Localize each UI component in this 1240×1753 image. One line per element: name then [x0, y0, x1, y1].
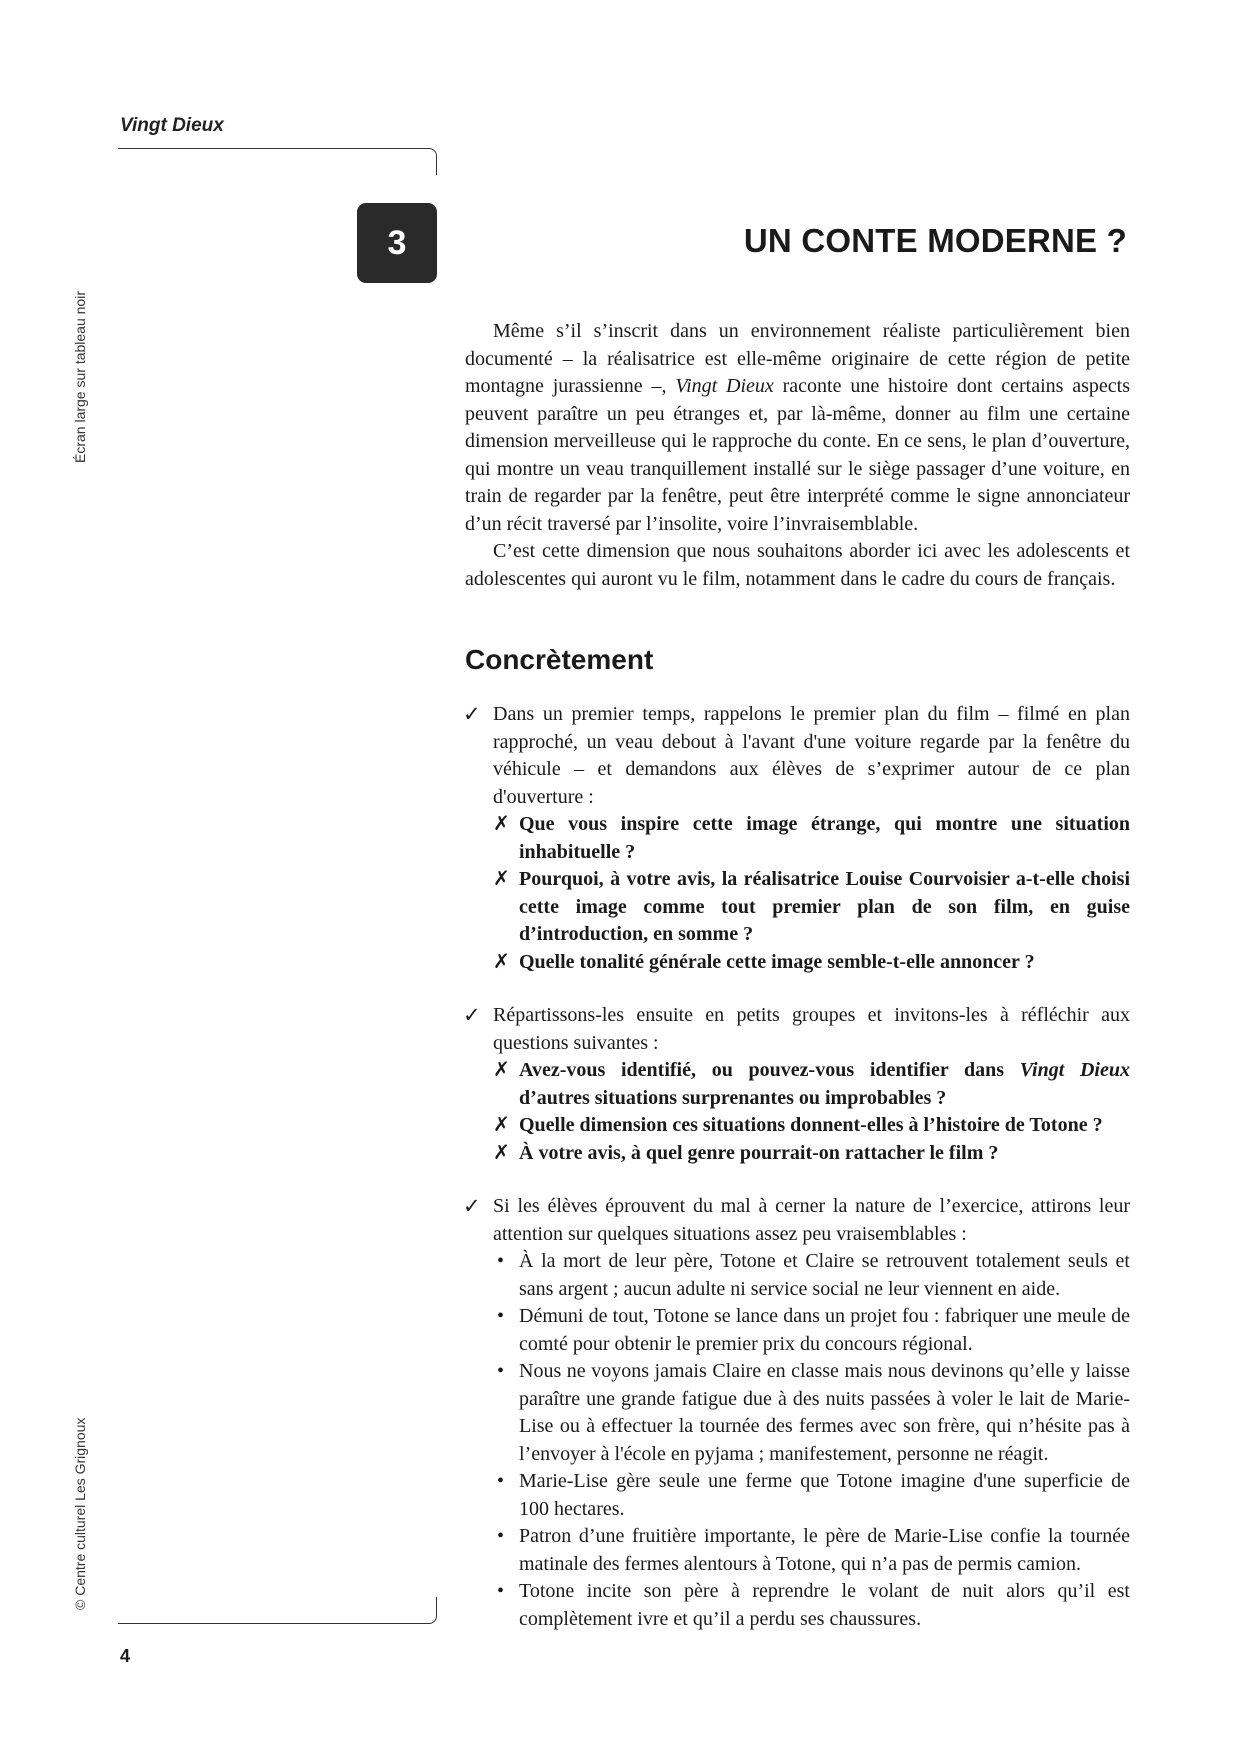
- question-text: À votre avis, à quel genre pourrait-on rattacher le film ?: [519, 1141, 999, 1164]
- intro-paragraph-2: C’est cette dimension que nous souhaitons aborder ici avec les adolescents et adolescentes qui auront vu le film, notamment dans le cadre du cours de français.: [465, 540, 1130, 590]
- bullet-icon: •: [497, 1470, 505, 1492]
- question-text: Quelle tonalité générale cette image semble-t-elle annoncer ?: [519, 950, 1035, 973]
- list-item: [493, 1468, 1130, 1523]
- list-item: [493, 1578, 1130, 1633]
- activity-item-1: [465, 701, 1130, 976]
- list-item-text: Nous ne voyons jamais Claire en classe mais nous devinons qu’elle y laisse paraître une grande fatigue due à des nuits passées à voler le lait de Marie-Lise ou à effectuer la tournée des fermes avec son frère, qui n’hésite pas à l’envoyer à l'école en pyjama ; manifestement, personne ne réagit.: [519, 1360, 1130, 1465]
- cross-icon: ✗: [493, 813, 510, 835]
- list-item-text: Marie-Lise gère seule une ferme que Totone imagine d'une superficie de 100 hectares.: [519, 1470, 1130, 1520]
- question-text: Quelle dimension ces situations donnent-elles à l’histoire de Totone ?: [519, 1114, 1103, 1136]
- intro-text-b: raconte une histoire dont certains aspects peuvent paraître un peu étranges et, par là-même, donner au film une certaine dimension merveilleuse qui le rapproche du conte. En ce sens, le plan d’ouverture, qui montre un veau tranquillement installé sur le siège passager d’une voiture, en train de regarder par la fenêtre, peut être interprété comme le signe annonciateur d’un récit traversé par l’insolite, voire l’invraisemblable.: [465, 375, 1131, 535]
- bullet-icon: •: [497, 1305, 505, 1327]
- question-text: Avez-vous identifié, ou pouvez-vous identifier dans: [519, 1059, 1005, 1081]
- cross-icon: ✗: [493, 950, 510, 973]
- cross-icon: ✗: [493, 1114, 510, 1136]
- bullet-icon: •: [497, 1580, 505, 1602]
- check-icon: ✓: [463, 1194, 481, 1218]
- list-item: [493, 1523, 1130, 1578]
- main-content: [465, 318, 1130, 1659]
- list-item-text: Démuni de tout, Totone se lance dans un projet fou : fabriquer une meule de comté pour obtenir le premier prix du concours régional.: [519, 1305, 1130, 1355]
- question-text: Que vous inspire cette image étrange, qui montre une situation inhabituelle ?: [519, 813, 1130, 863]
- activity-item-3: [465, 1193, 1130, 1633]
- question-item: [493, 1112, 1130, 1140]
- film-title: Vingt Dieux: [1019, 1059, 1130, 1081]
- question-text: d’autres situations surprenantes ou improbables ?: [519, 1086, 947, 1109]
- activity-lead: Répartissons-les ensuite en petits groupes et invitons-les à réfléchir aux questions suivantes :: [493, 1004, 1130, 1054]
- bullet-icon: •: [497, 1250, 505, 1272]
- side-label-top: Écran large sur tableau noir: [72, 291, 88, 463]
- cross-icon: ✗: [493, 1059, 510, 1081]
- page-number: 4: [120, 1646, 131, 1666]
- activity-lead: Si les élèves éprouvent du mal à cerner la nature de l’exercice, attirons leur attention sur quelques situations assez peu vraisemblables :: [493, 1195, 1130, 1245]
- activity-item-2: [465, 1002, 1130, 1167]
- question-item: [493, 1057, 1130, 1112]
- question-list: [493, 811, 1130, 976]
- list-item: [493, 1358, 1130, 1468]
- header-rule: [118, 148, 437, 175]
- cross-icon: ✗: [493, 868, 510, 890]
- footer-rule: [118, 1597, 437, 1624]
- question-list: [493, 1057, 1130, 1167]
- check-icon: ✓: [463, 1003, 481, 1027]
- question-text: Pourquoi, à votre avis, la réalisatrice Louise Courvoisier a-t-elle choisi cette image comme tout premier plan de son film, en guise d’introduction, en somme ?: [519, 868, 1130, 945]
- running-header-title: Vingt Dieux: [120, 115, 224, 136]
- list-item: [493, 1303, 1130, 1358]
- chapter-title: UN CONTE MODERNE ?: [743, 222, 1127, 259]
- side-label-copyright: © Centre culturel Les Grignoux: [72, 1417, 88, 1610]
- list-item-text: À la mort de leur père, Totone et Claire se retrouvent totalement seuls et sans argent ; aucun adulte ni service social ne leur viennent en aide.: [519, 1250, 1130, 1300]
- bullet-icon: •: [497, 1360, 505, 1382]
- question-item: [493, 949, 1130, 977]
- activity-lead: Dans un premier temps, rappelons le premier plan du film – filmé en plan rapproché, un veau debout à l'avant d'une voiture regarde par la fenêtre du véhicule – et demandons aux élèves de s’exprimer autour de ce plan d'ouverture :: [493, 703, 1130, 808]
- list-item-text: Patron d’une fruitière importante, le père de Marie-Lise confie la tournée matinale des fermes alentours à Totone, qui n’a pas de permis camion.: [519, 1525, 1130, 1575]
- cross-icon: ✗: [493, 1141, 510, 1164]
- check-icon: ✓: [463, 702, 481, 726]
- section-heading: Concrètement: [465, 644, 654, 675]
- intro-text-a: Même s’il s’inscrit dans un environnement réaliste particulièrement bien documenté – la réalisatrice est elle-même originaire de cette région de petite montagne jurassienne –,: [465, 320, 1130, 397]
- question-item: [493, 866, 1130, 949]
- question-item: [493, 1140, 1130, 1168]
- chapter-number-badge: 3: [357, 203, 437, 283]
- bullet-icon: •: [497, 1525, 505, 1547]
- intro-paragraph-1: [465, 318, 1130, 538]
- bullet-list: [493, 1248, 1130, 1633]
- list-item-text: Totone incite son père à reprendre le volant de nuit alors qu’il est complètement ivre et qu’il a perdu ses chaussures.: [519, 1580, 1130, 1630]
- list-item: [493, 1248, 1130, 1303]
- film-title: Vingt Dieux: [675, 375, 774, 397]
- question-item: [493, 811, 1130, 866]
